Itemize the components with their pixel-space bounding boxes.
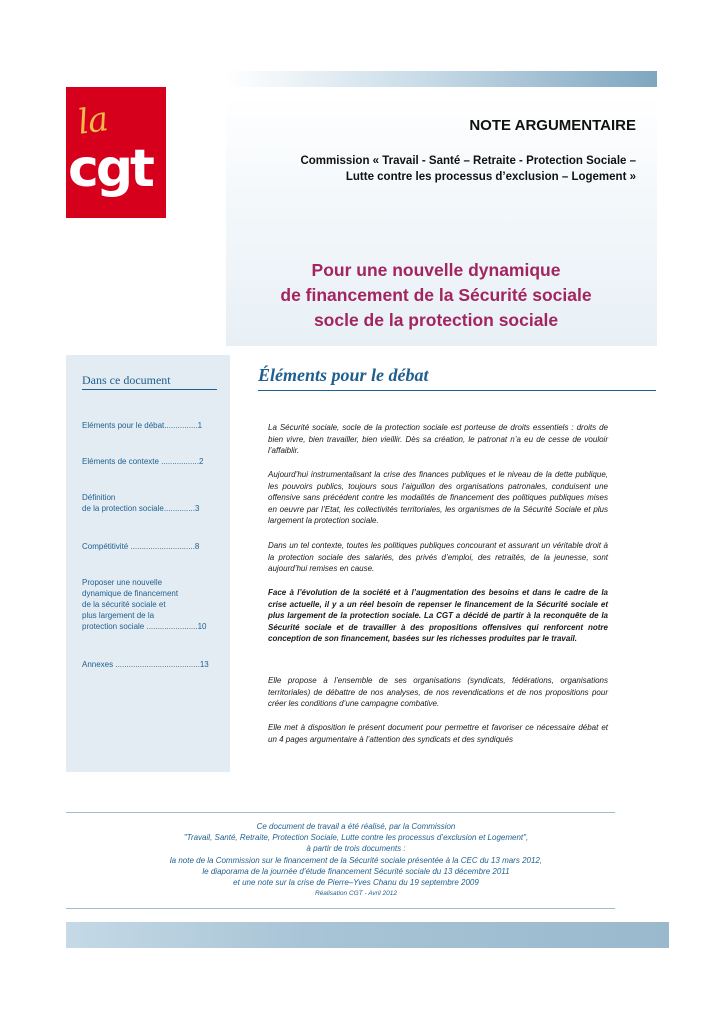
commission-subtitle	[276, 153, 636, 185]
footer-line-5: le diaporama de la journée d’étude financement Sécurité sociale du 13 décembre 2011	[202, 866, 510, 876]
footer-credit: Réalisation CGT - Avril 2012	[314, 890, 397, 898]
footer-decorative-band	[66, 922, 669, 948]
toc-item-label: de la sécurité sociale et	[82, 600, 166, 609]
note-title: NOTE ARGUMENTAIRE	[469, 117, 636, 134]
footer-line-4: la note de la Commission sur le financement de la Sécurité sociale présentée à la CEC du 13 mars 2012,	[169, 855, 543, 865]
toc-item-label: Compétitivité .............................8	[82, 542, 200, 551]
toc-item-annexes[interactable]	[82, 659, 232, 670]
section-title: Éléments pour le débat	[258, 365, 429, 385]
toc-item-label: Définition	[82, 493, 116, 502]
toc-item-proposer[interactable]	[82, 577, 232, 632]
paragraph-1: La Sécurité sociale, socle de la protection sociale est porteuse de droits essentiels : droits de bien vivre, bien travailler, bien vieillir. Dès sa création, le patronat n’a eu de cesse de vouloir l’affaiblir.	[268, 423, 608, 455]
header-decorative-band	[226, 71, 657, 87]
commission-line-1: Commission « Travail - Santé – Retraite - Protection Sociale –	[300, 155, 636, 167]
footer-line-3: à partir de trois documents :	[306, 844, 406, 854]
toc-item-label: dynamique de financement	[82, 589, 179, 598]
main-title-line-2: de financement de la Sécurité sociale	[280, 285, 592, 305]
toc-item-label: Proposer une nouvelle	[82, 578, 163, 587]
main-title-line-3: socle de la protection sociale	[313, 310, 559, 330]
section-divider	[258, 390, 656, 391]
cgt-logo	[66, 87, 166, 218]
toc-item-label: Annexes ......................................13	[82, 660, 209, 669]
toc-item-label: plus largement de la	[82, 611, 155, 620]
logo-cgt-text: cgt	[68, 139, 152, 199]
footer-line-1: Ce document de travail a été réalisé, par la Commission	[256, 822, 456, 831]
footer-note	[66, 821, 646, 899]
toc-item-label: Eléments pour le débat...............1	[82, 421, 203, 430]
toc-divider	[82, 389, 217, 390]
footer-bottom-rule	[66, 908, 615, 909]
toc-item-competitivite[interactable]	[82, 541, 232, 552]
table-of-contents	[66, 355, 230, 772]
logo-la-text: la	[75, 99, 110, 143]
commission-line-2: Lutte contre les processus d’exclusion – Logement »	[345, 171, 636, 183]
main-title	[226, 258, 646, 333]
main-title-line-1: Pour une nouvelle dynamique	[311, 260, 561, 280]
toc-item-label: Eléments de contexte .................2	[82, 457, 204, 466]
toc-item-definition[interactable]	[82, 492, 232, 514]
paragraph-5: Elle propose à l’ensemble de ses organisations (syndicats, fédérations, organisations territoriales) de débattre de nos analyses, de nos revendications et de nos propositions pour créer les conditions d’une campagne combative.	[268, 676, 608, 708]
toc-item-elements-debat[interactable]	[82, 420, 232, 431]
paragraph-2: Aujourd’hui instrumentalisant la crise des finances publiques et le niveau de la dette publique, les pouvoirs publics, toujours sous l’aiguillon des organisations patronales, conduisent une offensive sans précédent contre les modalités de financement des politiques publiques mises en oeuvre par l’Etat, les collectivités territoriales, les organismes de la Sécurité Sociale et plus largement la protection sociale.	[268, 470, 608, 525]
footer-line-2: "Travail, Santé, Retraite, Protection Sociale, Lutte contre les processus d’exclusion et Logement",	[183, 833, 529, 843]
paragraph-6: Elle met à disposition le présent document pour permettre et favoriser ce nécessaire débat et un 4 pages argumentaire à l’attention des syndicats et des syndiqués	[268, 723, 608, 744]
toc-item-label: de la protection sociale..............3	[82, 504, 200, 513]
toc-item-elements-contexte[interactable]	[82, 456, 232, 467]
footer-line-6: et une note sur la crise de Pierre–Yves Chanu du 19 septembre 2009	[233, 878, 479, 888]
footer-top-rule	[66, 812, 615, 813]
paragraph-3: Dans un tel contexte, toutes les politiques publiques concourant et assurant un véritable droit à la protection sociale des salariés, des privés d’emploi, des retraités, de la jeunesse, sont aujourd’hui remises en cause.	[268, 541, 608, 573]
toc-heading: Dans ce document	[82, 373, 171, 387]
toc-item-label: protection sociale .......................10	[82, 622, 207, 631]
paragraph-4: Face à l’évolution de la société et à l’augmentation des besoins et dans le cadre de la crise actuelle, il y a un réel besoin de repenser le financement de la Sécurité sociale et plus largement de la protection sociale. La CGT a décidé de partir à la reconquête de la Sécurité sociale et de travailler à des propositions offensives qui renforcent notre conception de son financement, basées sur les richesses produites par le travail.	[268, 588, 608, 643]
